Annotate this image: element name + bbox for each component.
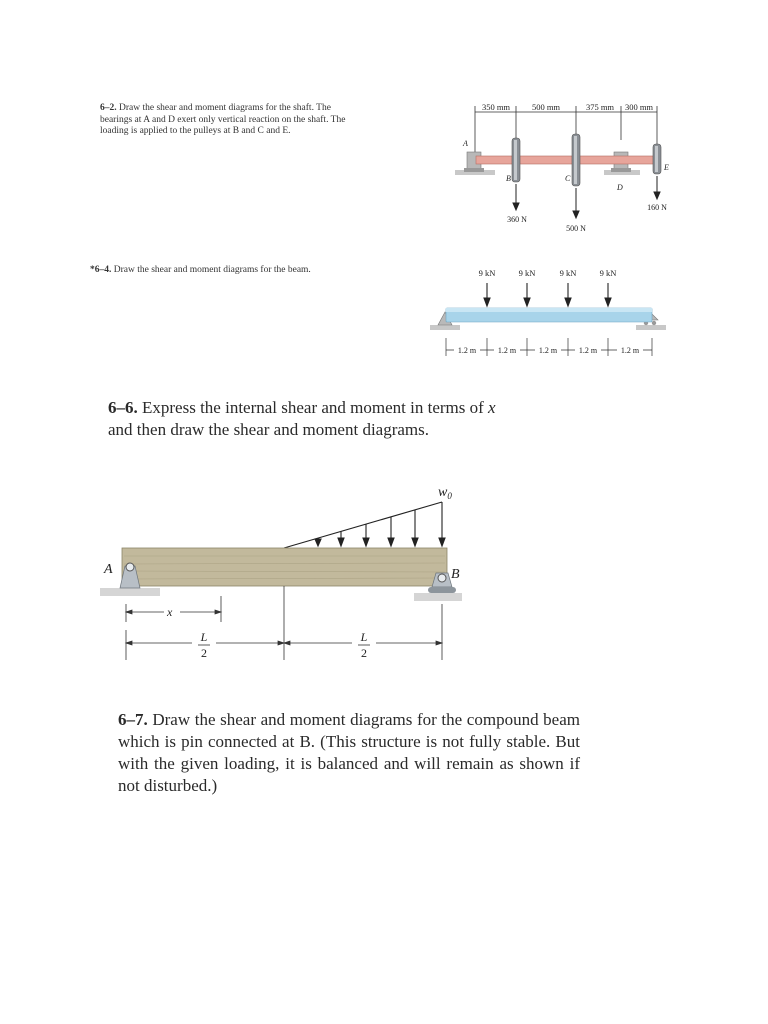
problem-6-6-number: 6–6. (108, 398, 138, 417)
triangular-load (284, 502, 445, 548)
span-3: 1.2 m (538, 346, 558, 355)
span-4: 1.2 m (578, 346, 598, 355)
problem-6-2-statement: Draw the shear and moment diagrams for the shaft. The bearings at A and D exert only vertical reaction on the shaft. The loading is applied to the pulleys at B and C and E. (100, 103, 346, 136)
wood-beam (122, 548, 447, 586)
label-a: A (463, 139, 468, 148)
load-9kn-2: 9 kN (518, 268, 536, 278)
half-span-2-num: L (360, 630, 368, 644)
load-9kn-1: 9 kN (478, 268, 496, 278)
dim-350: 350 mm (481, 102, 511, 112)
problem-6-6-statement-b: and then draw the shear and moment diagrams. (108, 420, 430, 439)
half-span-dimension (126, 586, 442, 660)
problem-6-7-text (118, 709, 580, 797)
problem-6-7-number: 6–7. (118, 710, 148, 729)
x-dimension (126, 596, 221, 622)
label-c: C (565, 174, 571, 183)
w0-label: $w_0$ (438, 485, 452, 501)
load-9kn-4: 9 kN (599, 268, 617, 278)
problem-6-2-number: 6–2. (100, 103, 117, 113)
label-d: D (617, 183, 623, 192)
span-5: 1.2 m (620, 346, 640, 355)
half-span-1-num: L (200, 630, 208, 644)
dim-500: 500 mm (531, 102, 561, 112)
label-e: E (664, 163, 669, 172)
span-2: 1.2 m (497, 346, 517, 355)
problem-6-4-number: *6–4. (90, 265, 112, 275)
problem-6-7-statement: Draw the shear and moment diagrams for the compound beam which is pin connected at B. (This structure is not fully stable. But with the given loading, it is balanced and will remain as shown if not disturbed.) (118, 710, 580, 795)
dim-375: 375 mm (585, 102, 615, 112)
load-360: 360 N (507, 215, 527, 224)
support-a-label: A (104, 562, 113, 577)
load-160: 160 N (647, 203, 667, 212)
load-9kn-3: 9 kN (559, 268, 577, 278)
span-1: 1.2 m (457, 346, 477, 355)
problem-6-6-x-var: x (488, 398, 496, 417)
load-500: 500 N (566, 224, 586, 233)
half-span-1-den: 2 (201, 646, 207, 660)
half-span-2-den: 2 (361, 646, 367, 660)
dim-300: 300 mm (624, 102, 654, 112)
support-b-label: B (451, 567, 460, 582)
problem-6-4-statement: Draw the shear and moment diagrams for the beam. (113, 265, 311, 275)
problem-6-6-statement-a: Express the internal shear and moment in terms of (142, 398, 489, 417)
label-b: B (506, 174, 511, 183)
x-label: x (167, 605, 173, 619)
